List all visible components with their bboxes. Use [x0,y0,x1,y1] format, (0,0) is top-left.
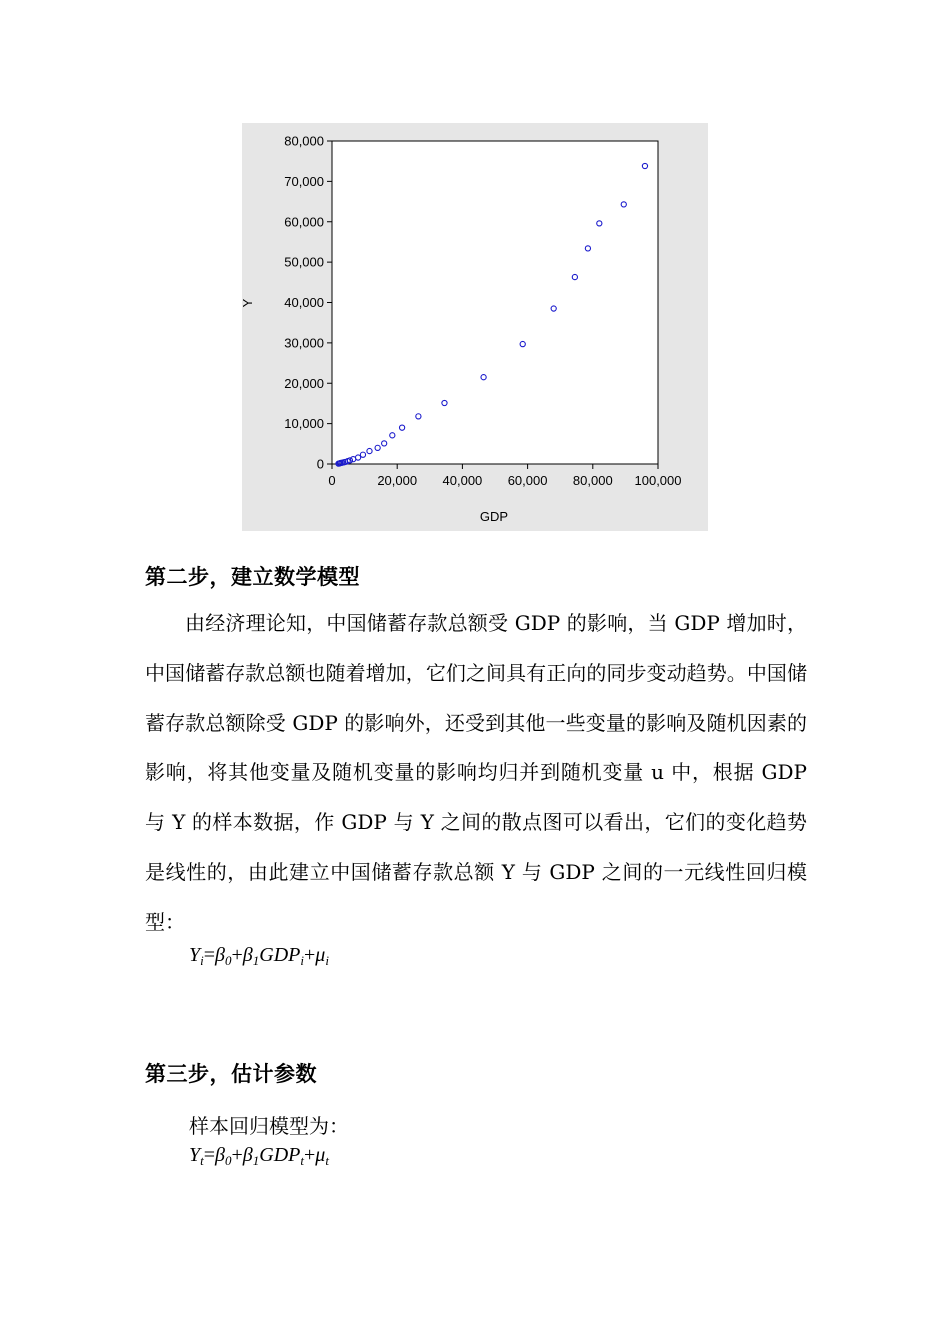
formula-eq: = [203,944,216,966]
formula-y-sub: t [200,1153,204,1168]
formula-plus: + [303,1144,316,1166]
section-2-body [145,599,807,948]
formula-mu-sub: i [325,953,329,968]
formula-gdp-sub: i [300,953,304,968]
x-tick-label: 60,000 [507,473,548,488]
formula-gdp: GDP [259,944,301,966]
y-tick-label: 30,000 [284,335,324,351]
x-tick-label: 80,000 [572,473,613,488]
formula-beta1: β [242,1144,253,1166]
formula-beta0: β [215,944,225,966]
formula-plus: + [231,944,243,966]
y-axis-label: Y [240,298,255,308]
x-tick-label: 20,000 [377,473,418,488]
formula-y: Y [189,944,201,966]
section-2-heading: 第二步，建立数学模型 [145,564,360,589]
y-tick-label: 0 [316,456,324,472]
formula-beta1-sub: 1 [252,953,260,968]
y-tick-label: 70,000 [284,173,324,189]
formula-mu-sub: t [325,1153,329,1168]
y-tick-label: 80,000 [284,133,324,149]
y-tick-label: 20,000 [284,375,324,391]
x-tick-label: 40,000 [442,473,483,488]
formula-y: Y [189,1144,201,1166]
x-tick-label: 0 [328,473,336,488]
formula-plus: + [303,944,316,966]
formula-beta0-sub: 0 [225,1153,232,1168]
y-tick-label: 50,000 [284,254,324,270]
formula-beta1-sub: 1 [252,1153,260,1168]
formula-gdp-sub: t [300,1153,304,1168]
formula-y-sub: i [200,953,204,968]
y-tick-label: 10,000 [284,416,324,432]
formula-mu: μ [315,1144,326,1166]
formula-plus: + [231,1144,243,1166]
x-axis-label: GDP [479,509,509,524]
formula-beta0: β [215,1144,225,1166]
formula-beta0-sub: 0 [225,953,232,968]
regression-model-formula [189,944,329,969]
formula-eq: = [203,1144,216,1166]
formula-gdp: GDP [259,1144,301,1166]
sample-regression-formula [189,1144,329,1169]
formula-mu: μ [315,944,326,966]
section-3-heading: 第三步，估计参数 [145,1061,317,1086]
section-3-line: 样本回归模型为： [189,1114,349,1138]
scatter-plot-svg [242,123,708,531]
plot-area [332,141,658,464]
y-tick-label: 60,000 [284,214,324,230]
formula-beta1: β [242,944,253,966]
scatter-chart [242,123,708,531]
y-tick-label: 40,000 [284,295,324,310]
section-2-paragraph: 由经济理论知，中国储蓄存款总额受 GDP 的影响，当 GDP 增加时，中国储蓄存款总额也随着增加，它们之间具有正向的同步变动趋势。中国储蓄存款总额除受 GDP 的影响外，还受到其他一些变量的影响及随机因素的影响，将其他变量及随机变量的影响均归并到随机变量 u 中，根据 GDP 与 Y 的样本数据，作 GDP 与 Y 之间的散点图可以看出，它们的变化趋势是线性的，由此建立中国储蓄存款总额 Y 与 GDP 之间的一元线性回归模型： [145,611,807,934]
x-tick-label: 100,000 [634,473,682,488]
